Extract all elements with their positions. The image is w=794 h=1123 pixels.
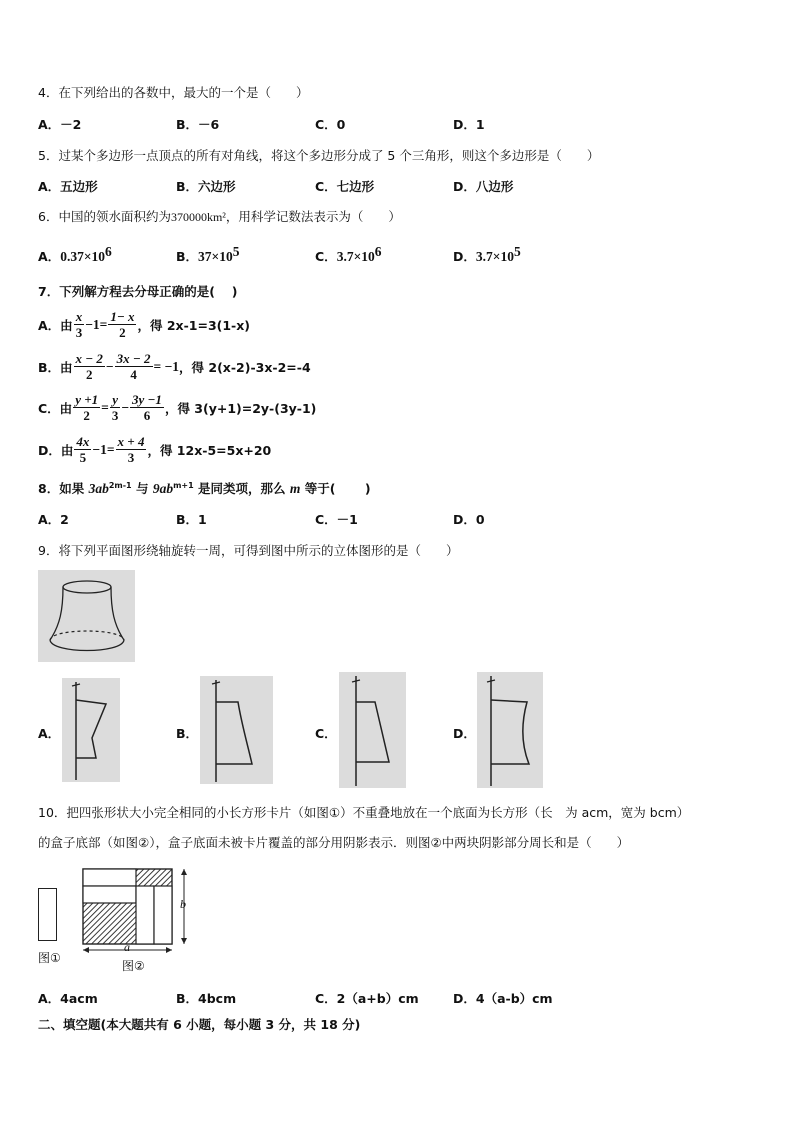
figure1-card [38, 888, 57, 941]
q10-option-a: A．4acm [38, 991, 98, 1006]
q6-stem-after: ，用科学记数法表示为（ ） [225, 209, 401, 224]
q6-option-b: B．$37\times 10^5$ [176, 244, 240, 265]
q4-option-b: B．－6 [176, 117, 220, 132]
q6-option-a: A．$0.37\times 10^6$ [38, 244, 112, 265]
figure2-label: 图② [122, 959, 145, 973]
q6-option-d: D．$3.7\times 10^5$ [453, 244, 521, 265]
figure2-box [82, 868, 194, 968]
q4-option-a: A．－2 [38, 117, 82, 132]
figure1-label: 图① [38, 951, 61, 965]
q9-option-b-figure [200, 676, 273, 784]
q10-option-c: C．2（a+b）cm [315, 991, 419, 1006]
q8-option-b: B．1 [176, 512, 207, 527]
q5-option-c: C．七边形 [315, 179, 375, 194]
q8-option-a: A．2 [38, 512, 69, 527]
q8-option-d: D．0 [453, 512, 485, 527]
q9-option-c-label: C． [315, 726, 337, 741]
q10-stem-line2: 的盒子底部（如图②），盒子底面未被卡片覆盖的部分用阴影表示．则图②中两块阴影部分周长和是（ ） [38, 835, 630, 850]
q10-option-b: B．4bcm [176, 991, 237, 1006]
q9-option-d-label: D． [453, 726, 476, 741]
q9-option-b-label: B． [176, 726, 199, 741]
q7-stem: 7．下列解方程去分母正确的是( ) [38, 284, 238, 299]
q5-option-a: A．五边形 [38, 179, 98, 194]
dimension-b-label: b [180, 897, 186, 911]
q8-option-c: C．－1 [315, 512, 358, 527]
q5-option-b: B．六边形 [176, 179, 236, 194]
q6-stem-before: 6．中国的领水面积约为 [38, 209, 171, 224]
q9-option-a-figure [62, 678, 120, 782]
q9-stem: 9．将下列平面图形绕轴旋转一周，可得到图中所示的立体图形的是（ ） [38, 543, 459, 558]
q9-option-d-figure [477, 672, 543, 788]
dimension-a-label: a [124, 940, 130, 954]
q10-stem-line1: 10．把四张形状大小完全相同的小长方形卡片（如图①）不重叠地放在一个底面为长方形（长 为 acm，宽为 bcm） [38, 805, 690, 820]
q6-option-c: C．$3.7\times 10^6$ [315, 244, 382, 265]
q7-option-b: B．由 $\frac{x - 2}{2}$ − $\frac{3x - 2}{4}$ = −1 ，得 2(x-2)-3x-2=-4 [38, 351, 311, 382]
q5-option-d: D．八边形 [453, 179, 514, 194]
q4-option-c: C．0 [315, 117, 346, 132]
solid-figure [38, 570, 135, 662]
q9-option-a-label: A． [38, 726, 61, 741]
section2-heading: 二、填空题(本大题共有 6 小题，每小题 3 分，共 18 分) [38, 1017, 361, 1032]
q7-option-c: C．由 $\frac{y +1}{2}$ = $\frac{y}{3}$ − $\frac{3y -1}{6}$ ，得 3(y+1)=2y-(3y-1) [38, 392, 317, 423]
q5-stem: 5．过某个多边形一点顶点的所有对角线，将这个多边形分成了 5 个三角形，则这个多边形是（ ） [38, 148, 600, 163]
q6-stem [38, 207, 401, 225]
q8-stem: 8．如果 $3ab^{2m-1}$ 与 $9ab^{m+1}$ 是同类项，那么 m 等于( ) [38, 480, 371, 496]
q7-option-d: D．由 $\frac{4x}{5}$ −1= $\frac{x + 4}{3}$ ，得 12x-5=5x+20 [38, 434, 272, 465]
q4-option-d: D．1 [453, 117, 485, 132]
q9-option-c-figure [339, 672, 406, 788]
q6-area: 370000km² [170, 210, 226, 224]
q4-stem: 4．在下列给出的各数中，最大的一个是（ ） [38, 85, 309, 100]
q10-option-d: D．4（a-b）cm [453, 991, 553, 1006]
q7-option-a: A．由 $\frac{x}{3}$ −1= $\frac{1- x}{2}$ ，得 2x-1=3(1-x) [38, 309, 251, 340]
